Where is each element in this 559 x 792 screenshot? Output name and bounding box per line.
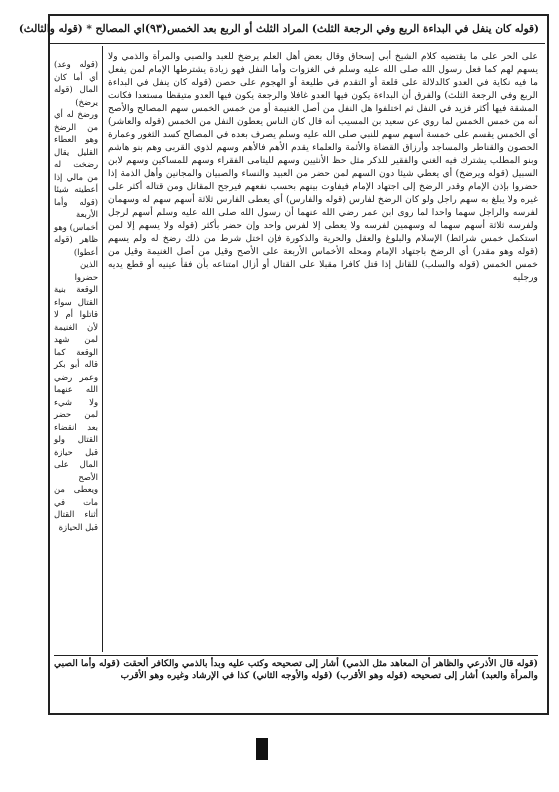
footnote-text: (قوله قال الأذرعي والظاهر أن المعاهد مثل الذمي) أشار إلى تصحيحه وكتب عليه وبدأ بالذمي والكافر ألحقت (قوله وأما الصبي والمرأة والعبد) أشار إلى تصحيحه (قوله وهو الأقرب) (قوله والأوجه الثاني) كذا في الإرشاد وغيره وهو الأقرب	[54, 658, 538, 681]
header-left-text: اي المصالح * (قوله والثالث)	[18, 22, 145, 35]
main-paragraph: على الحر على ما يقتضيه كلام الشيخ أبي إسحاق وقال بعض أهل العلم يرضخ للعبد والصبي والمرأة والذمي ولا يسهم لهم كما فعل رسول الله صلى الله عليه وسلم في الغزوات وأما النفل فهو زيادة يشترطها الإمام لمن يفعل ما فيه نكاية في العدو كالدلالة على قلعة أو التقدم في طليعة أو الهجوم على حصن (قوله كان ينفل في البداءة الربع وفي الرجعة الثلث) والفرق أن البداءة يكون فيها العدو غافلا والرجعة يكون فيها العدو متيقظا مستعدا فكانت المشقة فيها أكثر فزيد في النفل ثم اختلفوا هل النفل من أصل الغنيمة أو من خمس الخمس سهم المصالح والأصح أنه من خمس الخمس لما روي عن سعيد بن المسيب أنه قال كان الناس يعطون النفل من الخمس (قوله والعاشر) أي الخمس يقسم على خمسة أسهم سهم للنبي صلى الله عليه وسلم يصرف بعده في المصالح كسد الثغور وعمارة الحصون والقناطر والمساجد وأرزاق القضاة والأئمة والعلماء يقدم الأهم فالأهم وسهم لذوي القربى وهم بنو هاشم وبنو المطلب يشترك فيه الغني والفقير للذكر مثل حظ الأنثيين وسهم لليتامى الفقراء وسهم للمساكين وسهم لابن السبيل (قوله ويرضخ) أي يعطي شيئا دون السهم لمن حضر من العبيد والنساء والصبيان والمجانين وأهل الذمة إذا حضروا بإذن الإمام وقدر الرضخ إلى اجتهاد الإمام فيفاوت بينهم بحسب نفعهم فيرجح المقاتل ومن قتاله أكثر على غيره ولا يبلغ به سهم راجل ولو كان الرضخ لفارس (قوله والفارس) أي يعطى الفارس ثلاثة أسهم سهم له وسهمان لفرسه والراجل سهما واحدا لما روى ابن عمر رضي الله عنهما أن رسول الله صلى الله عليه وسلم أسهم لرجل ولفرسه ثلاثة أسهم سهما له وسهمين لفرسه ولا يعطى إلا لفرس واحد وإن حضر بأكثر (قوله ولا يسهم إلا لمن استكمل خمس شرائط) الإسلام والبلوغ والعقل والحرية والذكورة فإن اختل شرط من ذلك رضخ له ولم يسهم (قوله وهو مقدر) أي الرضخ باجتهاد الإمام ومحله الأخماس الأربعة على الأصح وقيل من أصل الغنيمة وقيل من خمس الخمس (قوله والسلب) للقاتل إذا قتل كافرا مقبلا على القتال أو أزال امتناعه بأن فقأ عينيه أو قطع يديه ورجليه	[108, 51, 538, 283]
margin-commentary-column	[54, 50, 98, 650]
page-header	[18, 14, 545, 44]
main-text-column	[108, 50, 538, 650]
column-divider	[102, 46, 103, 652]
footer-divider	[54, 655, 538, 656]
page-number: (٩٣)	[144, 22, 168, 35]
scan-mark	[256, 738, 268, 760]
margin-paragraph: (قوله وعد) أي أما كان المال (قوله يرضخ) ورضخ له أي من الرضخ وهو العطاء القليل يقال رضخت له من مالي إذا أعطيته شيئا (قوله وأما الأربعة أخماس) وهو ظاهر (قوله أعطوا) الذين حضروا الوقعة بنية القتال سواء قاتلوا أم لا لأن الغنيمة لمن شهد الوقعة كما قاله أبو بكر وعمر رضي الله عنهما ولا شيء لمن حضر بعد انقضاء القتال ولو قبل حيازة المال على الأصح ويعطى من مات في أثناء القتال قبل الحيازة	[54, 59, 98, 532]
footnote-block	[54, 658, 538, 706]
header-running-title: (قوله كان ينفل في البداءة الربع وفي الرجعة الثلث) المراد الثلث أو الربع بعد الخمس	[167, 22, 539, 35]
